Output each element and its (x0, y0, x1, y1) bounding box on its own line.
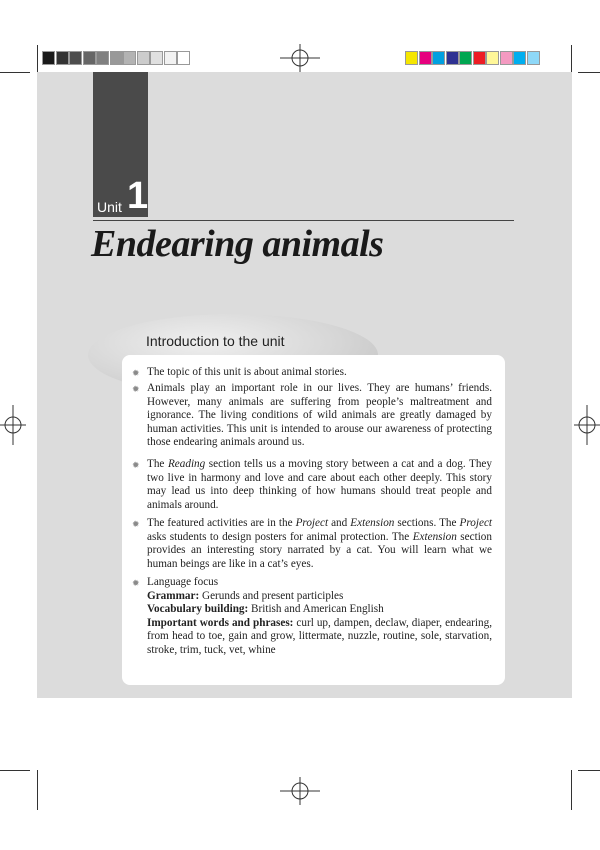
calibration-swatch (446, 51, 459, 65)
unit-title: Endearing animals (91, 223, 384, 265)
intro-item-text: The Reading section tells us a moving story between a cat and a dog. They two live in harmony and love and care about each other deeply. This story may lead us into deep thinking of how humans should treat people and animals around. (147, 458, 492, 511)
calibration-swatch (459, 51, 472, 65)
registration-mark-left-icon (0, 405, 26, 445)
intro-item-animals (132, 382, 492, 450)
calibration-swatch (96, 51, 109, 65)
bullet-icon: ✹ (132, 384, 140, 394)
title-rule (93, 220, 514, 221)
unit-label: Unit (97, 199, 122, 215)
registration-mark-right-icon (574, 405, 600, 445)
calibration-swatch (500, 51, 513, 65)
intro-item-text: The featured activities are in the Project and Extension sections. The Project asks students to design posters for animal protection. The Extension section provides an interesting story narrated by a cat. You will learn what we human beings are like in a cat’s eyes. (147, 517, 493, 570)
calibration-swatch (177, 51, 190, 65)
important-words-line: Important words and phrases: curl up, dampen, declaw, diaper, endearing, from head to toe, gain and grow, littermate, nuzzle, routine, sole, starvation, stroke, trim, tuck, vet, whine (147, 616, 492, 656)
intro-item-topic (132, 366, 492, 380)
calibration-swatch (69, 51, 82, 65)
calibration-swatch (164, 51, 177, 65)
bullet-icon: ✹ (132, 578, 140, 588)
calibration-swatch (137, 51, 150, 65)
unit-number: 1 (127, 175, 149, 217)
reading-section-name: Reading (167, 458, 206, 470)
registration-mark-bottom-icon (280, 777, 320, 805)
calibration-swatch (405, 51, 418, 65)
bullet-icon: ✹ (132, 460, 140, 470)
language-focus-heading: Language focus (147, 576, 219, 588)
intro-item-text: The topic of this unit is about animal stories. (147, 366, 347, 378)
intro-item-language-focus (132, 576, 492, 658)
calibration-swatch (56, 51, 69, 65)
vocabulary-line: Vocabulary building: British and American English (147, 603, 384, 616)
calibration-swatch (527, 51, 540, 65)
calibration-swatch (486, 51, 499, 65)
intro-item-reading (132, 458, 492, 512)
calibration-swatch (42, 51, 55, 65)
intro-heading: Introduction to the unit (146, 333, 285, 349)
registration-mark-top-icon (280, 44, 320, 72)
calibration-swatch (83, 51, 96, 65)
grammar-line: Grammar: Gerunds and present participles (147, 589, 344, 602)
calibration-swatch (123, 51, 136, 65)
calibration-swatch (473, 51, 486, 65)
bullet-icon: ✹ (132, 519, 140, 529)
bullet-icon: ✹ (132, 368, 140, 378)
calibration-swatch (150, 51, 163, 65)
calibration-swatch (419, 51, 432, 65)
calibration-swatch (513, 51, 526, 65)
intro-item-text: Animals play an important role in our lives. They are humans’ friends. However, many animals are suffering from people’s maltreatment and ignorance. The living conditions of wild animals are greatly damaged by human activities. This unit is intended to arouse our awareness of protecting those endearing animals around us. (147, 382, 492, 449)
calibration-swatch (432, 51, 445, 65)
calibration-swatch (110, 51, 123, 65)
intro-item-activities (132, 517, 493, 571)
